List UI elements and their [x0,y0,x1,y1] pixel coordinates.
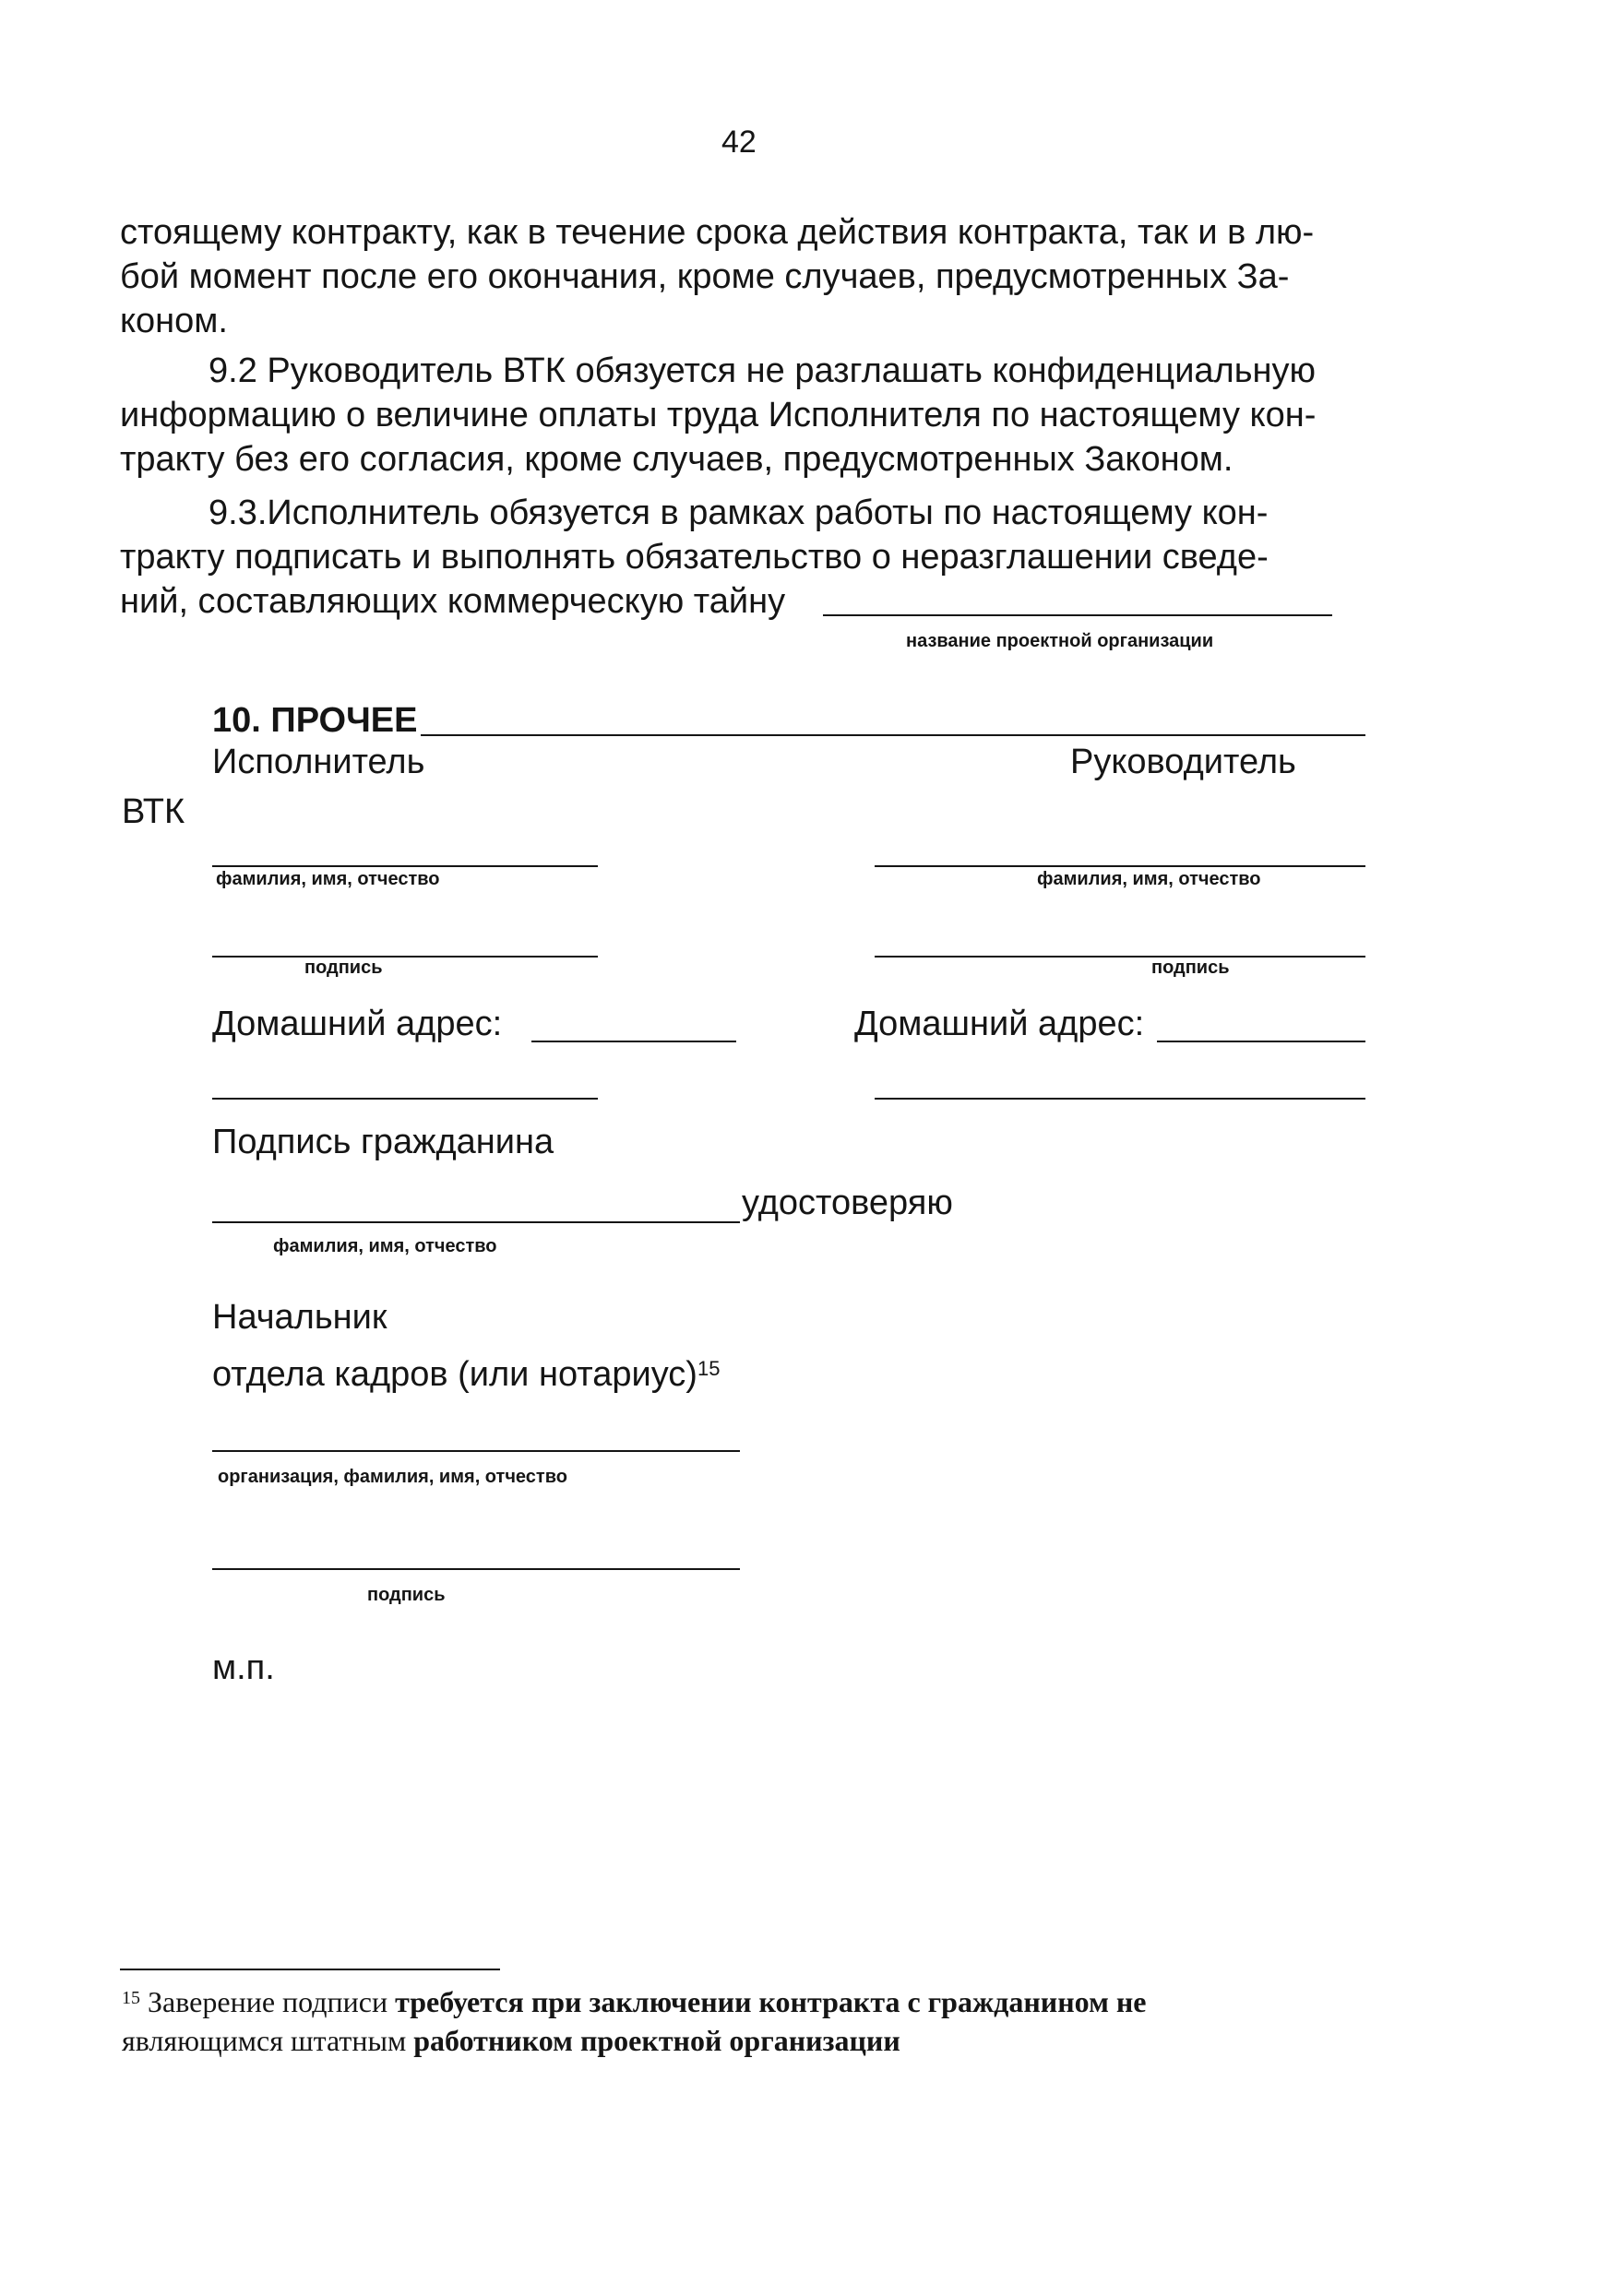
executor-address-blank-2 [212,1098,598,1100]
executor-fio-caption: фамилия, имя, отчество [216,869,440,889]
citizen-signature-label: Подпись гражданина [212,1123,554,1161]
footnote-reference: 15 [697,1357,721,1380]
text-line: стоящему контракту, как в течение срока действия контракта, так и в лю- [120,213,1315,252]
executor-address-blank [531,1041,736,1042]
footnote-text-regular: являющимся штатным [122,2024,407,2057]
section-10-title: 10. ПРОЧЕЕ [212,701,418,740]
certify-label: удостоверяю [742,1184,953,1222]
footnote-text-bold: работником проектной организации [413,2024,900,2057]
footnote-text-regular: Заверение подписи [148,1985,388,2018]
paragraph-9-3 [120,491,1375,624]
executor-address-label: Домашний адрес: [212,1005,503,1043]
footnote-line-1 [122,1983,1147,2020]
head-fio-caption: фамилия, имя, отчество [1037,869,1261,889]
certify-fio-caption: фамилия, имя, отчество [273,1236,497,1256]
footnote-separator [120,1969,500,1970]
text-line: 9.2 Руководитель ВТК обязуется не разглашать конфиденциальную [209,351,1317,390]
org-name-blank [823,614,1332,616]
head-address-label: Домашний адрес: [854,1005,1145,1043]
head-address-blank [1157,1041,1365,1042]
executor-signature-blank [212,956,598,958]
chief-org-caption: организация, фамилия, имя, отчество [218,1467,567,1487]
org-name-caption: название проектной организации [906,631,1214,651]
executor-label: Исполнитель [212,743,425,781]
certify-fio-blank [212,1221,740,1223]
chief-label-line1: Начальник [212,1298,387,1337]
text-line: информацию о величине оплаты труда Исполнителя по настоящему кон- [120,396,1317,434]
chief-org-blank [212,1450,740,1452]
footnote-number: 15 [122,1988,140,2008]
section-10-line [421,734,1365,736]
vtk-label: ВТК [122,792,185,831]
text-line: коном. [120,302,228,340]
text-line: тракту подписать и выполнять обязательство о неразглашении сведе- [120,538,1269,577]
chief-label-text: отдела кадров (или нотариус) [212,1355,697,1394]
executor-fio-blank [212,865,598,867]
chief-signature-blank [212,1568,740,1570]
head-address-blank-2 [875,1098,1365,1100]
head-label: Руководитель [1070,743,1296,781]
chief-signature-caption: подпись [367,1585,446,1605]
intro-paragraph [120,210,1375,343]
executor-signature-caption: подпись [304,958,383,978]
text-line: бой момент после его окончания, кроме случаев, предусмотренных За- [120,257,1290,296]
page-number: 42 [721,125,757,160]
stamp-place-label: м.п. [212,1648,275,1687]
head-signature-caption: подпись [1151,958,1230,978]
footnote-line-2 [122,2022,900,2059]
paragraph-9-2 [120,349,1375,482]
chief-label-line2 [212,1352,720,1397]
head-fio-blank [875,865,1365,867]
text-line: 9.3.Исполнитель обязуется в рамках работы по настоящему кон- [209,494,1269,532]
head-signature-blank [875,956,1365,958]
text-line: тракту без его согласия, кроме случаев, предусмотренных Законом. [120,440,1234,479]
text-line: ний, составляющих коммерческую тайну [120,582,786,621]
footnote-text-bold: требуется при заключении контракта с гражданином не [395,1985,1147,2018]
